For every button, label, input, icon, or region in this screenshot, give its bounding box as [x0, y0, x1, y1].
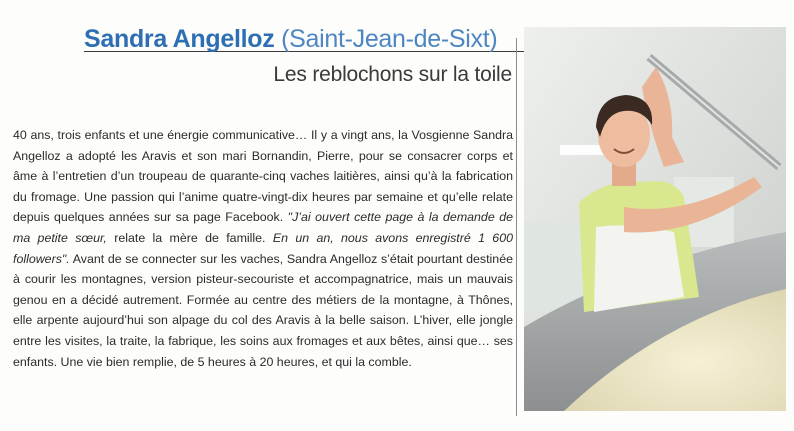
person-place: (Saint-Jean-de-Sixt): [281, 25, 498, 53]
headline: [84, 26, 514, 53]
cheesemaker-photo: [524, 27, 786, 411]
body-part-2: relate la mère de famille.: [114, 230, 266, 245]
body-part-1: 40 ans, trois enfants et une énergie communicative… Il y a vingt ans, la Vosgienne Sandra Angelloz a adopté les Aravis et son mari Bornandin, Pierre, pour se consacrer corps et âme à l’entretien d’un troupeau de quarante-cinq vaches laitières, ainsi qu’à la fabrication du fromage. Une passion qui l’anime quatre-vingt-dix heures par semaine et qu’elle relate depuis quelques années sur sa page Facebook.: [13, 128, 513, 225]
body-quote-2: En un an, nous avons enregistré 1 600 followers".: [13, 230, 513, 266]
body-part-3: Avant de se connecter sur les vaches, Sandra Angelloz s’était pourtant destinée à courir les montagnes, version pisteur-secouriste et accompagnatrice, mais un mauvais genou en a décidé autrement. Formée au centre des métiers de la montagne, à Thônes, elle arpente aujourd’hui son alpage du col des Aravis à la belle saison. L’hiver, elle jongle entre les visites, la traite, la fabrique, les soins aux fromages et aux bêtes, ainsi que… ses enfants. Une vie bien remplie, de 5 heures à 20 heures, et qui la comble.: [13, 251, 513, 369]
column-divider: [516, 38, 517, 416]
body-quote-1: "J’ai ouvert cette page à la demande de ma petite sœur,: [13, 210, 513, 245]
person-name: Sandra Angelloz: [84, 25, 275, 53]
article-subtitle: Les reblochons sur la toile: [273, 63, 512, 86]
article-body: [13, 125, 513, 372]
